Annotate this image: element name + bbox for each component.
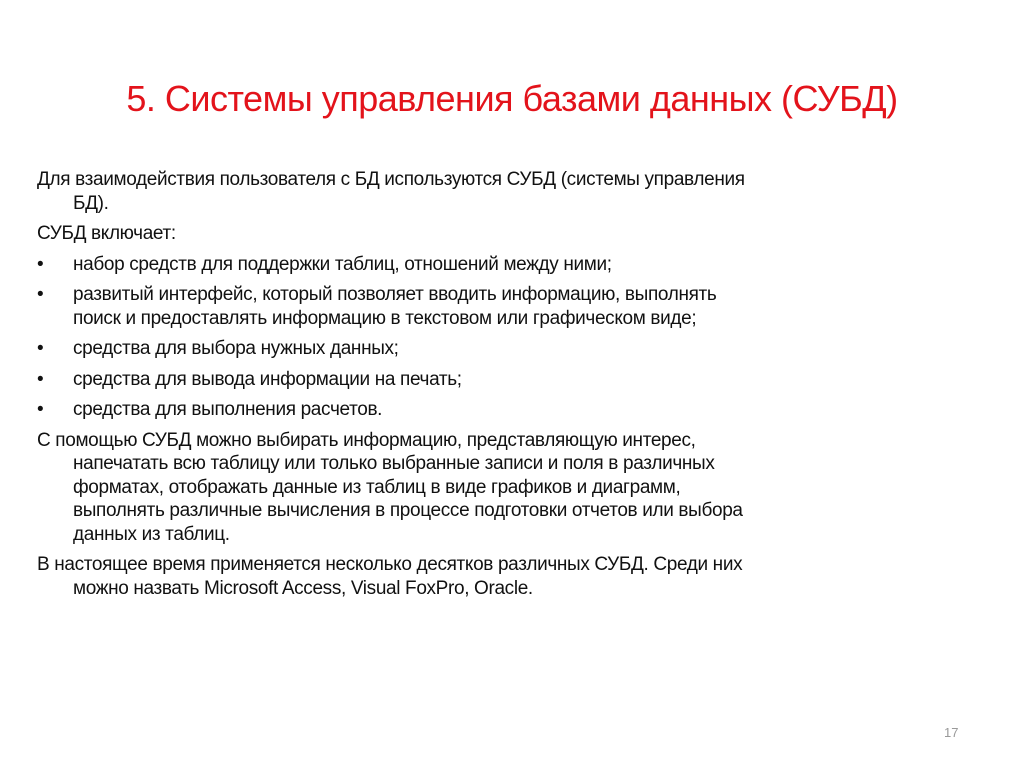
- text-line: можно назвать Microsoft Access, Visual FoxPro, Oracle.: [73, 577, 533, 599]
- page-number: 17: [944, 725, 959, 740]
- bullet-item: [37, 337, 987, 361]
- bullet-icon: •: [37, 399, 44, 420]
- text-line: БД).: [73, 192, 109, 214]
- text-line: средства для выполнения расчетов.: [73, 399, 383, 420]
- bullet-item: [37, 283, 987, 330]
- bullet-item: [37, 398, 987, 422]
- text-line: Для взаимодействия пользователя с БД используются СУБД (системы управления: [37, 169, 745, 190]
- text-line: напечатать всю таблицу или только выбранные записи и поля в различных: [73, 453, 715, 474]
- text-line: развитый интерфейс, который позволяет вводить информацию, выполнять: [73, 284, 717, 305]
- includes-label: [37, 222, 987, 246]
- text-line: набор средств для поддержки таблиц, отношений между ними;: [73, 253, 612, 275]
- bullet-item: [37, 253, 987, 277]
- bullet-item: [37, 368, 987, 392]
- text-line: СУБД включает:: [37, 223, 176, 244]
- text-line: С помощью СУБД можно выбирать информацию, представляющую интерес,: [37, 429, 696, 451]
- slide-body: [37, 168, 987, 607]
- slide-title: 5. Системы управления базами данных (СУБД): [126, 78, 898, 119]
- intro-paragraph: [37, 168, 987, 215]
- bullet-icon: •: [37, 368, 44, 390]
- bullet-icon: •: [37, 284, 44, 305]
- examples-paragraph: [37, 553, 987, 600]
- bullet-icon: •: [37, 253, 44, 275]
- capabilities-paragraph: [37, 429, 987, 547]
- text-line: данных из таблиц.: [73, 523, 230, 545]
- text-line: форматах, отображать данные из таблиц в виде графиков и диаграмм,: [73, 476, 681, 498]
- text-line: средства для вывода информации на печать;: [73, 368, 462, 390]
- text-line: поиск и предоставлять информацию в текстовом или графическом виде;: [73, 307, 697, 329]
- text-line: средства для выбора нужных данных;: [73, 338, 399, 359]
- text-line: В настоящее время применяется несколько десятков различных СУБД. Среди них: [37, 554, 743, 575]
- text-line: выполнять различные вычисления в процессе подготовки отчетов или выбора: [73, 500, 743, 521]
- bullet-icon: •: [37, 338, 44, 359]
